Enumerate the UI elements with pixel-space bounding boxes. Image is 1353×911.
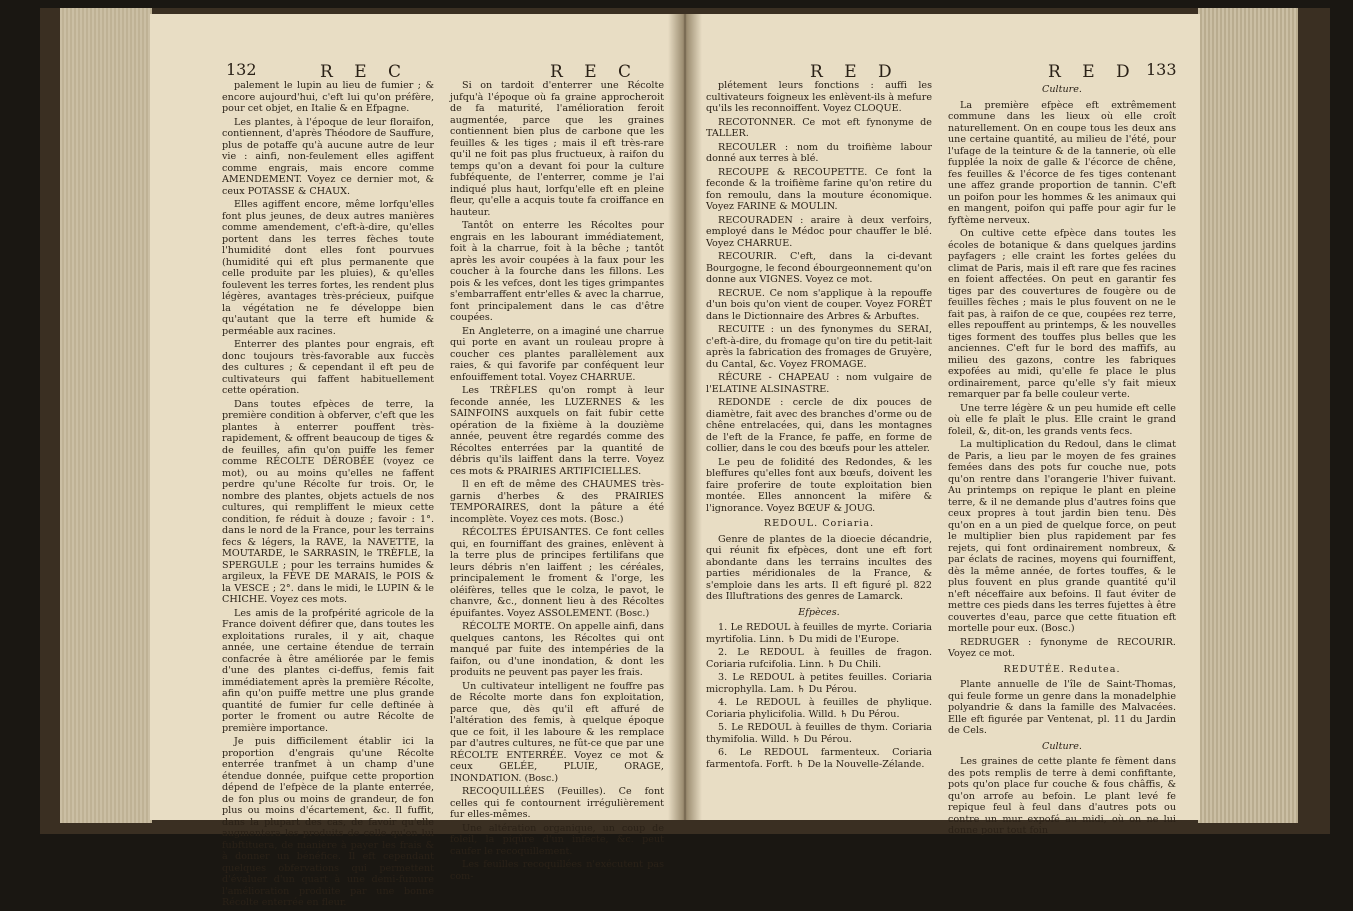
paragraph: Il en eft de même des CHAUMES très-garnis d'herbes & des PRAIRIES TEMPORAIRES, dont la pâture a été incomplète. Voyez ces mots. (Bosc.) (450, 479, 664, 525)
paragraph: RECOURADEN : araire à deux verfoirs, employé dans le Médoc pour chauffer le blé. Voyez CHARRUE. (706, 214, 932, 249)
paragraph: Dans toutes efpèces de terre, la première condition à obferver, c'eft que les plantes à enterrer pouffent très-rapidement, & offrent beaucoup de tiges & de feuilles, afin qu'on puiffe les femer comme RÉCOLTE DÉROBÉE (voyez ce mot), ou au moins qu'elles ne faffent perdre qu'une Récolte fur trois. Or, le nombre des plantes, objets actuels de nos cultures, qui rempliffent le mieux cette condition, fe réduit à douze ; favoir : 1°. dans le nord de la France, pour les terrains fecs & légers, la RAVE, la NAVETTE, la MOUTARDE, le SARRASIN, le TRÈFLE, la SPERGULE ; pour les terrains humides & argileux, la FÈVE DE MARAIS, le POIS & la VESCE ; 2°. dans le midi, le LUPIN & le CHICHE. Voyez ces mots. (222, 398, 434, 605)
paragraph: Tantôt on enterre les Récoltes pour engrais en les labourant immédiatement, foit à la charrue, foit à la bêche ; tantôt après les avoir coupées à la faux pour les coucher à la fourche dans les fillons. Les pois & les vefces, dont les tiges grimpantes s'embarraffent entr'elles & avec la charrue, font principalement dans le cas d'être coupées. (450, 220, 664, 323)
redoul-heading: REDOUL. Coriaria. (763, 518, 875, 529)
paragraph: Elles agiffent encore, même lorfqu'elles font plus jeunes, de deux autres manières comme amendement, c'eft-à-dire, qu'elles portent dans les terres fèches toute l'humidité dont elles font pourvues (humidité qui eft plus permanente que celle produite par les pluies), & qu'elles foulevent les terres fortes, les rendent plus légères, avantages très-précieux, puifque la végétation ne fe développe bien qu'autant que la terre eft humide & perméable aux racines. (222, 199, 434, 337)
right-running-head-2: R E D (1048, 62, 1138, 82)
paragraph: Les plantes, à l'époque de leur floraifon, contiennent, d'après Théodore de Sauffure, plus de potaffe qu'à aucune autre de leur vie : ainfi, non-feulement elles agiffent comme engrais, mais encore comme AMENDEMENT. Voyez ce dernier mot, & ceux POTASSE & CHAUX. (222, 116, 434, 197)
paragraph: REDRUGER : fynonyme de RECOURIR. Voyez ce mot. (948, 636, 1176, 659)
paragraph: Une altération organique, un coup de foleil, la piqûre d'un infecte, &c. peut caufer le recoquillement. (450, 822, 664, 857)
left-page-edges (60, 8, 152, 823)
left-page (150, 14, 680, 908)
species-heading: Efpèces. (798, 606, 840, 618)
paragraph: Une terre légère & un peu humide eft celle où elle fe plaît le plus. Elle craint le grand foleil, &, dit-on, les grands vents fecs. (948, 402, 1176, 437)
redoul-genus: Genre de plantes de la dioecie décandrie, qui réunit fix efpèces, dont une eft fort abondante dans les terrains incultes des parties méridionales de la France, & s'emploie dans les arts. Il eft figuré pl. 822 des Illuftrations des genres de Lamarck. (706, 533, 932, 602)
paragraph: Les feuilles recoquillées n'exécutent pas com- (450, 859, 664, 882)
paragraph: RECUITE : un des fynonymes du SERAI, c'eft-à-dire, du fromage qu'on tire du petit-lait après la fabrication des fromages de Gruyère, du Cantal, &c. Voyez FROMAGE. (706, 324, 932, 370)
paragraph: RECOQUILLÉES (Feuilles). Ce font celles qui fe contournent irrégulièrement fur elles-mêmes. (450, 786, 664, 820)
paragraph: RECOTONNER. Ce mot eft fynonyme de TALLER. (706, 116, 932, 139)
culture-heading: Culture. (1042, 84, 1082, 95)
paragraph: RÉCOLTES ÉPUISANTES. Ce font celles qui, en fourniffant des graines, enlèvent à la terre plus de principes fertilifans que leurs débris n'en laiffent ; les céréales, principalement le froment & l'orge, les oléifères, telles que le colza, le pavot, le chanvre, &c., donnent lieu à des Récoltes épuifantes. Voyez ASSOLEMENT. (Bosc.) (450, 527, 664, 619)
paragraph: Je puis difficilement établir ici la proportion d'engrais qu'une Récolte enterrée tranfmet à un champ d'une étendue donnée, puifque cette proportion dépend de l'efpèce de la plante enterrée, de fon plus ou moins de grandeur, de fon plus ou moins d'écartement, &c. Il fuffit, dans la plupart des cas, de favoir qu'elle augmentera les produits de celle qu'on lui fubftituera, de manière à payer les frais & à donner un bénéfice. Il eft cependant quelques obfervations qui permettent d'évaluer d'un quart à une demi-fumure l'amélioration produite par une bonne Récolte enterrée en fleur. (222, 736, 434, 908)
paragraph: RÉCOLTE MORTE. On appelle ainfi, dans quelques cantons, les Récoltes qui ont manqué par fuite des intempéries de la faifon, ou d'une inondation, & dont les produits ne peuvent pas payer les frais. (450, 621, 664, 678)
redutea-culture: Les graines de cette plante fe fèment dans des pots remplis de terre à demi confiftante, pots qu'on place fur couche & fous châffis, & qu'on arrofe au befoin. Le plant levé fe repique feul à feul dans d'autres pots ou contre un mur expofé au midi, où on ne lui donne pour tout foin (948, 756, 1176, 836)
paragraph: RÉCURE - CHAPEAU : nom vulgaire de l'ELATINE ALSINASTRE. (706, 372, 932, 395)
culture-heading-2: Culture. (1042, 740, 1082, 752)
book-gutter (668, 14, 702, 820)
right-column-1 (706, 80, 932, 772)
left-column-1 (222, 80, 434, 911)
paragraph: 4. Le REDOUL à feuilles de phylique. Coriaria phylicifolia. Willd. ♄ Du Pérou. (706, 697, 932, 720)
paragraph: RECOULER : nom du troifième labour donné aux terres à blé. (706, 141, 932, 164)
left-column-2 (450, 80, 664, 884)
paragraph: Un cultivateur intelligent ne fouffre pas de Récolte morte dans fon exploitation, parce que, dès qu'il eft affuré de l'altération des femis, à quelque époque que ce foit, il les laboure & les remplace par d'autres cultures, ne fût-ce que par une RÉCOLTE ENTERRÉE. Voyez ce mot & ceux GELÉE, PLUIE, ORAGE, INONDATION. (Bosc.) (450, 680, 664, 784)
right-column-2 (948, 80, 1176, 839)
right-running-head: R E D (810, 62, 900, 82)
paragraph: 6. Le REDOUL farmenteux. Coriaria farmentofa. Forft. ♄ De la Nouvelle-Zélande. (706, 747, 932, 770)
paragraph: En Angleterre, on a imaginé une charrue qui porte en avant un rouleau propre à coucher ces plantes parallèlement aux raies, & qui favorife par conféquent leur enfouiffement total. Voyez CHARRUE. (450, 325, 664, 383)
paragraph: 3. Le REDOUL à petites feuilles. Coriaria microphylla. Lam. ♄ Du Pérou. (706, 672, 932, 695)
left-running-head: R E C (320, 62, 410, 82)
paragraph: Les amis de la profpérité agricole de la France doivent défirer que, dans toutes les exploitations rurales, il y ait, chaque année, une certaine étendue de terrain confacrée à être améliorée par le femis d'une des plantes ci-deffus, femis fait immédiatement après la première Récolte, afin qu'on puiffe mettre une plus grande quantité de fumier fur celle deftinée à porter le froment ou autre Récolte de première importance. (222, 607, 434, 734)
paragraph: Les TRÈFLES qu'on rompt à leur feconde année, les LUZERNES & les SAINFOINS auxquels on fait fubir cette opération de la fixième à la douzième année, peuvent être regardés comme des Récoltes enterrées par la quantité de débris qu'ils laiffent dans la terre. Voyez ces mots & PRAIRIES ARTIFICIELLES. (450, 385, 664, 477)
paragraph: Le peu de folidité des Redondes, & les bleffures qu'elles font aux bœufs, doivent les faire proferire de toute exploitation bien montée. Elles annoncent la mifère & l'ignorance. Voyez BŒUF & JOUG. (706, 456, 932, 514)
paragraph: Si on tardoit d'enterrer une Récolte jufqu'à l'époque où fa graine approcheroit de fa maturité, l'amélioration feroit augmentée, parce que les graines contiennent bien plus de carbone que les feuilles & les tiges ; mais il eft très-rare qu'il ne foit pas plus fructueux, à raifon du temps qu'on a devant foi pour la culture fubféquente, de l'enterrer, comme je l'ai indiqué plus haut, lorfqu'elle eft en pleine fleur, qu'elle a acquis toute fa croiffance en hauteur. (450, 80, 664, 218)
left-page-number: 132 (226, 60, 257, 79)
paragraph: 5. Le REDOUL à feuilles de thym. Coriaria thymifolia. Willd. ♄ Du Pérou. (706, 722, 932, 745)
right-page-edges (1198, 8, 1298, 823)
right-page (690, 14, 1200, 836)
paragraph: 2. Le REDOUL à feuilles de fragon. Coriaria rufcifolia. Linn. ♄ Du Chili. (706, 647, 932, 670)
paragraph: RECOURIR. C'eft, dans la ci-devant Bourgogne, le fecond ébourgeonnement qu'on donne aux VIGNES. Voyez ce mot. (706, 251, 932, 285)
right-page-number: 133 (1146, 60, 1177, 79)
paragraph: On cultive cette efpèce dans toutes les écoles de botanique & dans quelques jardins payfagers ; elle craint les fortes gelées du climat de Paris, mais il eft rare que fes racines en foient affectées. On peut en garantir fes tiges par des couvertures de fougère ou de feuilles fèches ; mais le plus fouvent on ne le fait pas, à raifon de ce que, coupées rez terre, elles repouffent au printemps, & les nouvelles tiges forment des touffes plus belles que les anciennes. C'eft fur le bord des maffifs, au milieu des gazons, contre les fabriques expofées au midi, qu'elle fe place le plus ordinairement, parce qu'elle s'y fait mieux remarquer par fa belle couleur verte. (948, 228, 1176, 400)
paragraph: Enterrer des plantes pour engrais, eft donc toujours très-favorable aux fuccès des cultures ; & cependant il eft peu de cultivateurs qui faffent habituellement cette opération. (222, 339, 434, 396)
redutea-heading: REDUTÉE. Redutea. (1003, 663, 1121, 675)
paragraph: RECRUE. Ce nom s'applique à la repouffe d'un bois qu'on vient de couper. Voyez FORÊT dans le Dictionnaire des Arbres & Arbuftes. (706, 287, 932, 322)
paragraph: La multiplication du Redoul, dans le climat de Paris, a lieu par le moyen de fes graines femées dans des pots fur couche nue, pots qu'on rentre dans l'orangerie l'hiver fuivant. Au printemps on repique le plant en pleine terre, & il ne demande plus d'autres foins que ceux propres à tout jardin bien tenu. Dès qu'on en a un pied de quelque force, on peut le multiplier bien plus rapidement par fes rejets, qui font ordinairement nombreux, & par éclats de racines, moyens qui fourniffent, dès la même année, de fortes touffes, & le plus fouvent en plus grande quantité qu'il n'eft néceffaire aux befoins. Il faut éviter de mettre ces pieds dans les terres fujettes à être couvertes d'eau, parce que cette fituation eft mortelle pour eux. (Bosc.) (948, 439, 1176, 634)
paragraph: REDONDE : cercle de dix pouces de diamètre, fait avec des branches d'orme ou de chêne entrelacées, qui, dans les montagnes de l'eft de la France, fe paffe, en forme de collier, dans le cou des bœufs pour les atteler. (706, 397, 932, 454)
paragraph: La première efpèce eft extrêmement commune dans les lieux où elle croît naturellement. On en coupe tous les deux ans une certaine quantité, au milieu de l'été, pour l'ufage de la teinture & de la tannerie, où elle fupplée la noix de galle & l'écorce de chêne, fes feuilles & l'écorce de fes tiges contenant une affez grande proportion de tannin. C'eft un poifon pour les hommes & les animaux qui en mangent, poifon qui paffe pour agir fur le fyftème nerveux. (948, 99, 1176, 226)
redutea-description: Plante annuelle de l'île de Saint-Thomas, qui feule forme un genre dans la monadelphie polyandrie & dans la famille des Malvacées. Elle eft figurée par Ventenat, pl. 11 du Jardin de Cels. (948, 679, 1176, 736)
paragraph: 1. Le REDOUL à feuilles de myrte. Coriaria myrtifolia. Linn. ♄ Du midi de l'Europe. (706, 622, 932, 645)
paragraph: RECOUPE & RECOUPETTE. Ce font la feconde & la troifième farine qu'on retire du fon remoulu, dans la mouture économique. Voyez FARINE & MOULIN. (706, 166, 932, 212)
paragraph: plétement leurs fonctions : auffi les cultivateurs foigneux les enlèvent-ils à mefure qu'ils les reconnoiffent. Voyez CLOQUE. (706, 80, 932, 114)
paragraph: palement le lupin au lieu de fumier ; & encore aujourd'hui, c'eft lui qu'on préfère, pour cet objet, en Italie & en Efpagne. (222, 80, 434, 114)
left-running-head-2: R E C (550, 62, 640, 82)
